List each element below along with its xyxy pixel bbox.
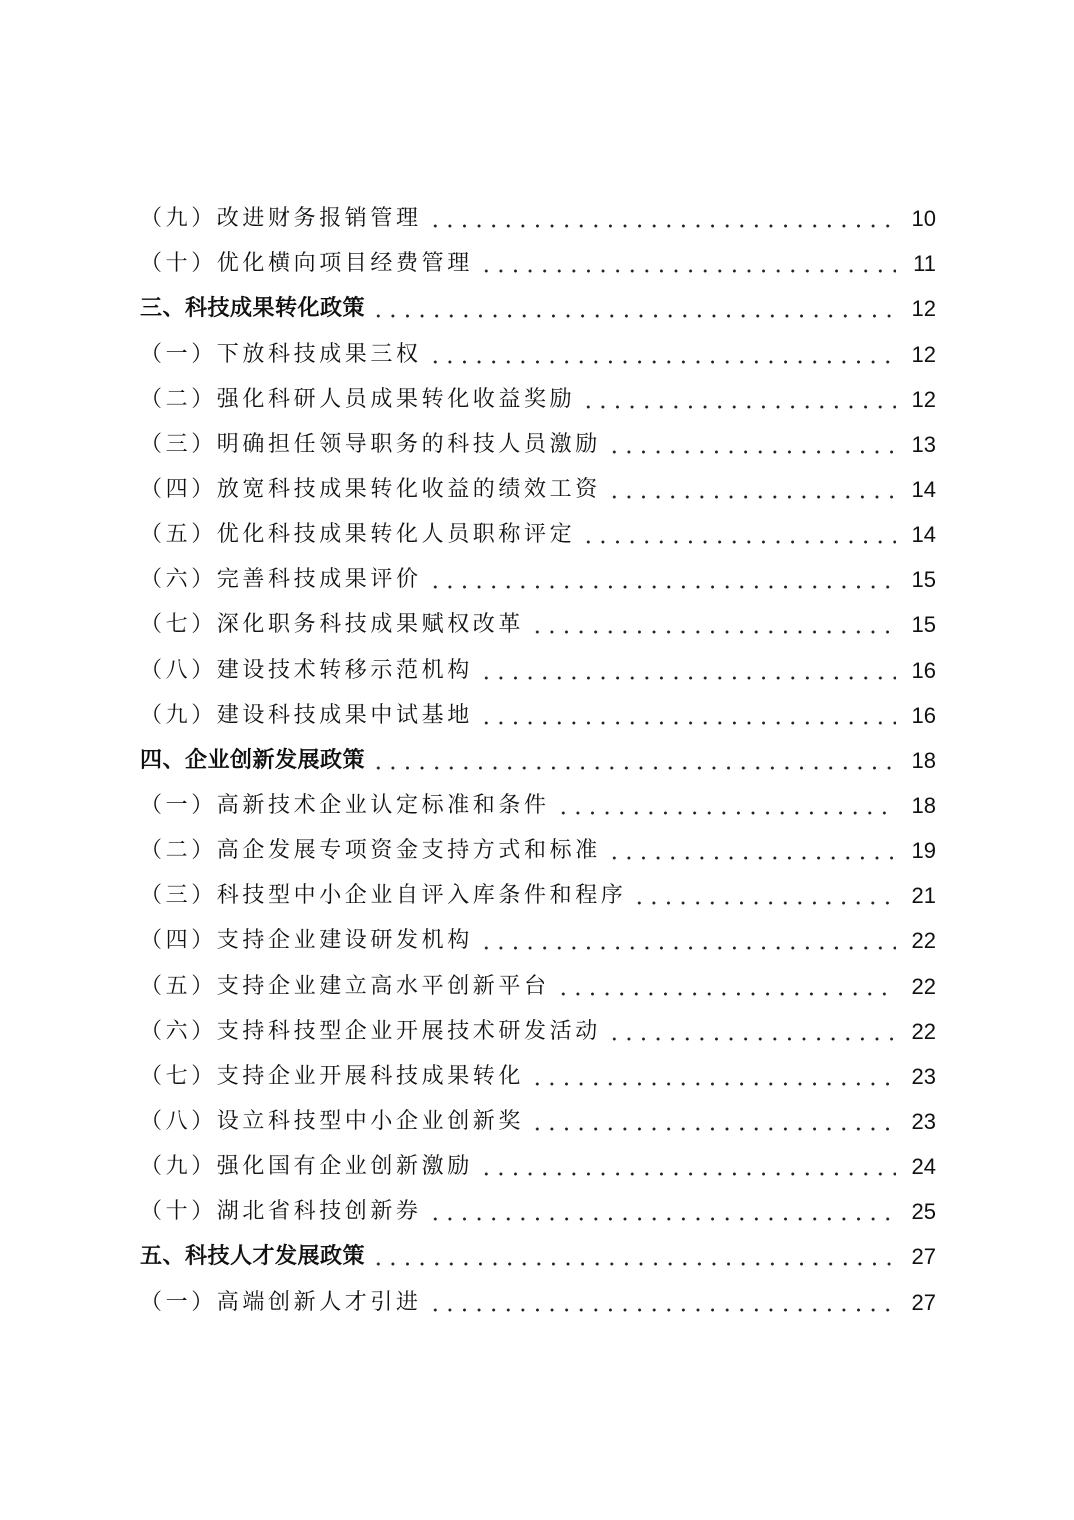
toc-dot-leader <box>479 721 896 725</box>
toc-dot-leader <box>371 1262 896 1266</box>
toc-page-number: 22 <box>911 1018 936 1044</box>
toc-entry-title: （四）支持企业建设研发机构 <box>140 928 473 954</box>
toc-entry-title: 四、企业创新发展政策 <box>140 747 366 773</box>
toc-subsection-entry[interactable] <box>140 1142 936 1187</box>
toc-subsection-entry[interactable] <box>140 1097 936 1142</box>
toc-entry-title: （五）优化科技成果转化人员职称评定 <box>140 522 576 548</box>
toc-page-number: 10 <box>911 206 936 232</box>
toc-subsection-entry[interactable] <box>140 1187 936 1232</box>
toc-dot-leader <box>428 1217 896 1221</box>
toc-page-number: 22 <box>911 928 936 954</box>
toc-entry-title: （五）支持企业建立高水平创新平台 <box>140 973 550 999</box>
toc-subsection-entry[interactable] <box>140 781 936 826</box>
toc-entry-title: （一）下放科技成果三权 <box>140 341 422 367</box>
toc-entry-title: （一）高新技术企业认定标准和条件 <box>140 792 550 818</box>
toc-page-number: 12 <box>911 296 936 322</box>
toc-entry-title: （一）高端创新人才引进 <box>140 1289 422 1315</box>
toc-subsection-entry[interactable] <box>140 329 936 374</box>
toc-dot-leader <box>530 1127 896 1131</box>
toc-dot-leader <box>607 856 896 860</box>
toc-dot-leader <box>556 992 896 996</box>
toc-subsection-entry[interactable] <box>140 555 936 600</box>
toc-dot-leader <box>530 630 896 634</box>
toc-dot-leader <box>581 540 896 544</box>
toc-dot-leader <box>428 224 896 228</box>
toc-page-number: 13 <box>911 431 936 457</box>
toc-section-entry[interactable] <box>140 1232 936 1277</box>
toc-entry-title: 五、科技人才发展政策 <box>140 1244 366 1270</box>
table-of-contents <box>140 194 936 1323</box>
toc-subsection-entry[interactable] <box>140 1052 936 1097</box>
toc-subsection-entry[interactable] <box>140 600 936 645</box>
toc-page-number: 24 <box>911 1154 936 1180</box>
toc-subsection-entry[interactable] <box>140 465 936 510</box>
toc-entry-title: （三）明确担任领导职务的科技人员激励 <box>140 431 601 457</box>
toc-page-number: 18 <box>911 747 936 773</box>
toc-subsection-entry[interactable] <box>140 871 936 916</box>
toc-dot-leader <box>581 405 896 409</box>
toc-entry-title: （四）放宽科技成果转化收益的绩效工资 <box>140 476 601 502</box>
toc-page-number: 11 <box>913 251 936 277</box>
toc-subsection-entry[interactable] <box>140 194 936 239</box>
toc-entry-title: （十）湖北省科技创新券 <box>140 1199 422 1225</box>
toc-subsection-entry[interactable] <box>140 1007 936 1052</box>
toc-entry-title: （八）设立科技型中小企业创新奖 <box>140 1108 525 1134</box>
toc-subsection-entry[interactable] <box>140 1277 936 1322</box>
toc-dot-leader <box>479 676 896 680</box>
toc-entry-title: （九）改进财务报销管理 <box>140 206 422 232</box>
toc-subsection-entry[interactable] <box>140 961 936 1006</box>
toc-dot-leader <box>556 811 896 815</box>
toc-subsection-entry[interactable] <box>140 510 936 555</box>
toc-entry-title: （十）优化横向项目经费管理 <box>140 251 473 277</box>
toc-subsection-entry[interactable] <box>140 375 936 420</box>
toc-entry-title: （七）深化职务科技成果赋权改革 <box>140 612 525 638</box>
toc-entry-title: （八）建设技术转移示范机构 <box>140 657 473 683</box>
toc-dot-leader <box>428 360 896 364</box>
toc-page-number: 18 <box>911 792 936 818</box>
toc-page-number: 25 <box>911 1199 936 1225</box>
toc-page-number: 27 <box>911 1244 936 1270</box>
toc-dot-leader <box>479 269 896 273</box>
toc-page-number: 27 <box>911 1289 936 1315</box>
toc-entry-title: （三）科技型中小企业自评入库条件和程序 <box>140 883 627 909</box>
toc-page-number: 23 <box>911 1108 936 1134</box>
toc-dot-leader <box>530 1082 896 1086</box>
toc-page-number: 15 <box>911 567 936 593</box>
toc-page-number: 16 <box>911 702 936 728</box>
toc-dot-leader <box>479 1172 896 1176</box>
toc-dot-leader <box>428 1308 896 1312</box>
toc-dot-leader <box>632 901 896 905</box>
toc-dot-leader <box>607 450 896 454</box>
toc-subsection-entry[interactable] <box>140 239 936 284</box>
toc-page-number: 16 <box>911 657 936 683</box>
toc-subsection-entry[interactable] <box>140 420 936 465</box>
toc-dot-leader <box>607 1037 896 1041</box>
toc-page-number: 21 <box>911 883 936 909</box>
toc-entry-title: （六）支持科技型企业开展技术研发活动 <box>140 1018 601 1044</box>
toc-dot-leader <box>479 946 896 950</box>
toc-page-number: 12 <box>911 341 936 367</box>
toc-section-entry[interactable] <box>140 284 936 329</box>
toc-entry-title: （七）支持企业开展科技成果转化 <box>140 1063 525 1089</box>
toc-page-number: 15 <box>911 612 936 638</box>
toc-page-number: 22 <box>911 973 936 999</box>
toc-dot-leader <box>607 495 896 499</box>
toc-subsection-entry[interactable] <box>140 645 936 690</box>
toc-page-number: 12 <box>911 386 936 412</box>
toc-entry-title: （二）强化科研人员成果转化收益奖励 <box>140 386 576 412</box>
toc-dot-leader <box>371 314 896 318</box>
toc-entry-title: （六）完善科技成果评价 <box>140 567 422 593</box>
toc-section-entry[interactable] <box>140 736 936 781</box>
toc-dot-leader <box>371 766 896 770</box>
toc-page-number: 19 <box>911 838 936 864</box>
toc-page-number: 23 <box>911 1063 936 1089</box>
toc-dot-leader <box>428 585 896 589</box>
toc-page-number: 14 <box>911 522 936 548</box>
toc-page-number: 14 <box>911 476 936 502</box>
toc-entry-title: 三、科技成果转化政策 <box>140 296 366 322</box>
toc-subsection-entry[interactable] <box>140 826 936 871</box>
toc-entry-title: （九）强化国有企业创新激励 <box>140 1154 473 1180</box>
toc-subsection-entry[interactable] <box>140 916 936 961</box>
toc-entry-title: （二）高企发展专项资金支持方式和标准 <box>140 838 601 864</box>
toc-entry-title: （九）建设科技成果中试基地 <box>140 702 473 728</box>
toc-subsection-entry[interactable] <box>140 691 936 736</box>
